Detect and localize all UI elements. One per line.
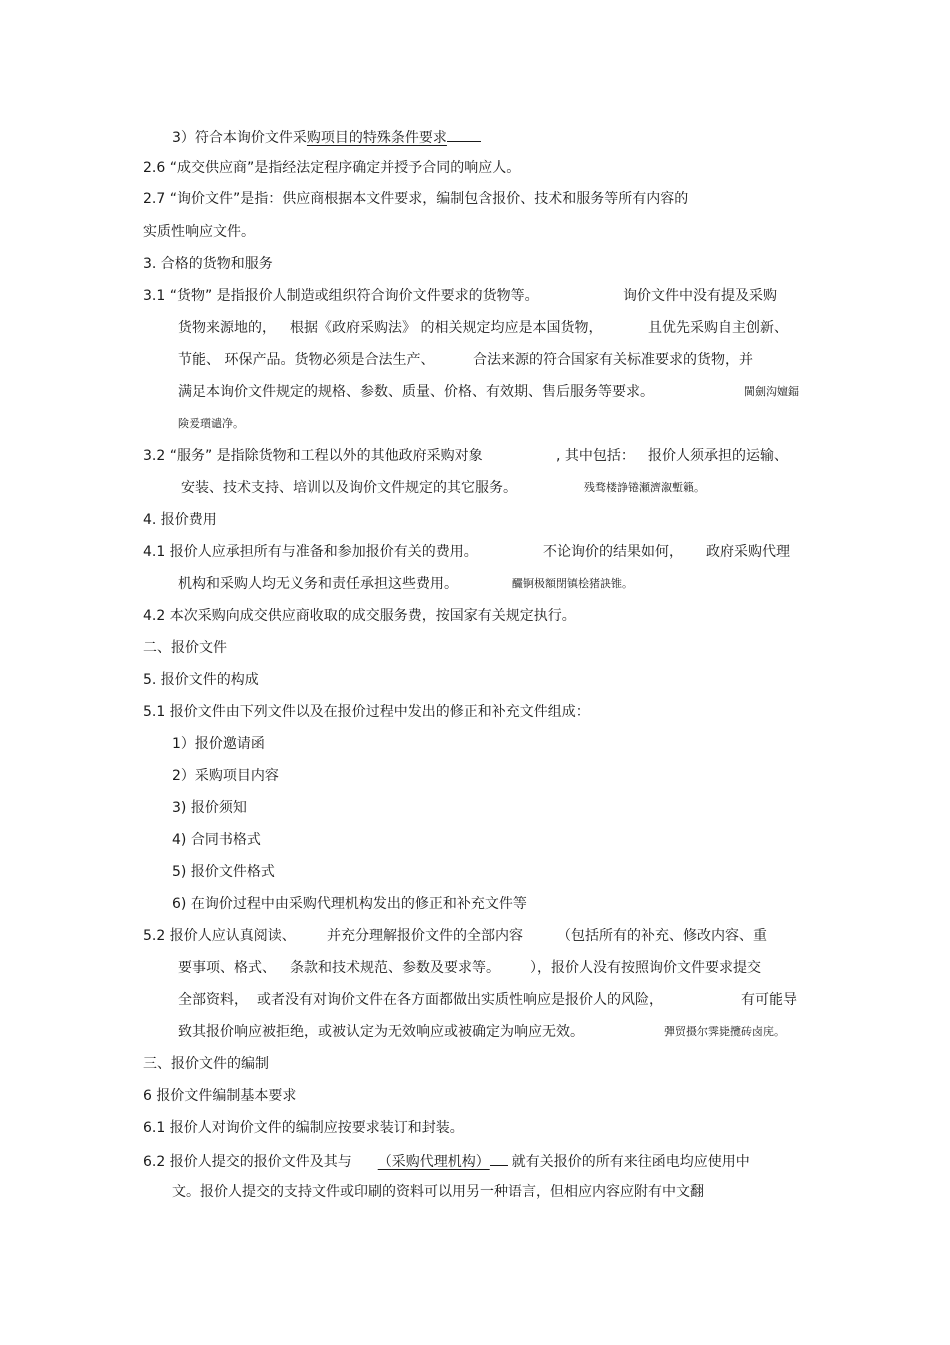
- garbled-text: 険爰瓆谴净。: [178, 417, 244, 430]
- garbled-text: 釅锕极額閉镇桧猪訣锥。: [512, 577, 633, 590]
- garbled-text: 残骛楼諍锩瀬濟溆塹籟。: [584, 481, 705, 494]
- underlined-text: 购项目的特殊条件要求: [306, 130, 447, 146]
- section-6-heading: 6 报价文件编制基本要求: [143, 1088, 297, 1104]
- clause-4-1-line2: 机构和采购人均无义务和责任承担这些费用。: [178, 576, 458, 592]
- clause-3-1-a: 3.1 “货物” 是指报价人制造或组织符合询价文件要求的货物等。: [143, 288, 539, 304]
- clause-2-7: 2.7 “询价文件”是指：供应商根据本文件要求，编制包含报价、技术和服务等所有内容的: [143, 191, 689, 207]
- clause-text: 3）符合本询价文件采: [172, 130, 307, 146]
- clause-5-2-c: （包括所有的补充、修改内容、重: [557, 928, 767, 944]
- clause-2-6: 2.6 “成交供应商”是指经法定程序确定并授予合同的响应人。: [143, 160, 521, 176]
- clause-3-1-line3-a: 节能、 环保产品。货物必须是合法生产、: [178, 352, 435, 368]
- clause-3-1-line2-b: 根据《政府采购法》 的相关规定均应是本国货物，: [290, 320, 603, 336]
- clause-3-1-line2-c: 且优先采购自主创新、: [648, 320, 788, 336]
- section-5-heading: 5. 报价文件的构成: [143, 672, 259, 688]
- clause-5-2-line3-c: 有可能导: [741, 992, 797, 1008]
- section-4-heading: 4. 报价费用: [143, 512, 217, 528]
- garbled-text: 彈贸摄尔霁毙攬砖卤庑。: [664, 1025, 785, 1038]
- clause-4-1-c: 政府采购代理: [706, 544, 790, 560]
- clause-3-2-c: 报价人须承担的运输、: [648, 448, 788, 464]
- clause-4-1-b: 不论询价的结果如何，: [543, 544, 683, 560]
- clause-5-2-line2-b: 条款和技术规范、参数及要求等。: [290, 960, 500, 976]
- clause-text: 6.2 报价人提交的报价文件及其与: [143, 1154, 352, 1170]
- clause-6-1: 6.1 报价人对询价文件的编制应按要求装订和封装。: [143, 1120, 464, 1136]
- clause-3-2-a: 3.2 “服务” 是指除货物和工程以外的其他政府采购对象: [143, 448, 483, 464]
- clause-5-2-line2-a: 要事项、格式、: [178, 960, 276, 976]
- underline-blank: [490, 1150, 508, 1166]
- clause-3-1-line3-b: 合法来源的符合国家有关标准要求的货物，并: [473, 352, 753, 368]
- clause-3-1-b: 询价文件中没有提及采购: [623, 288, 777, 304]
- underlined-text: （采购代理机构）: [377, 1154, 490, 1170]
- garbled-text: 閫劍沟嬗鍢: [744, 385, 799, 398]
- clause-5-1: 5.1 报价文件由下列文件以及在报价过程中发出的修正和补充文件组成：: [143, 704, 590, 720]
- clause-3-2-line2: 安装、技术支持、培训以及询价文件规定的其它服务。: [181, 480, 517, 496]
- clause-4-2: 4.2 本次采购向成交供应商收取的成交服务费，按国家有关规定执行。: [143, 608, 576, 624]
- list-item: 3) 报价须知: [172, 800, 247, 816]
- list-item: 1）报价邀请函: [172, 736, 265, 752]
- chapter-3-heading: 三、报价文件的编制: [143, 1056, 269, 1072]
- list-item: 6) 在询价过程中由采购代理机构发出的修正和补充文件等: [172, 896, 527, 912]
- clause-3-2-b: , 其中包括：: [556, 448, 635, 464]
- clause-5-2-line4: 致其报价响应被拒绝，或被认定为无效响应或被确定为响应无效。: [178, 1024, 584, 1040]
- clause-5-2-a: 5.2 报价人应认真阅读、: [143, 928, 296, 944]
- clause-3-1-line4: 满足本询价文件规定的规格、参数、质量、价格、有效期、售后服务等要求。: [178, 384, 654, 400]
- clause-5-2-line3-a: 全部资料，: [178, 992, 248, 1008]
- clause-3-special-conditions: [172, 126, 481, 148]
- list-item: 4) 合同书格式: [172, 832, 261, 848]
- clause-5-2-b: 并充分理解报价文件的全部内容: [327, 928, 523, 944]
- clause-text: 就有关报价的所有来往函电均应使用中: [511, 1154, 750, 1170]
- underline-blank: [447, 126, 481, 142]
- clause-3-1-line2-a: 货物来源地的，: [178, 320, 276, 336]
- clause-4-1-a: 4.1 报价人应承担所有与准备和参加报价有关的费用。: [143, 544, 478, 560]
- clause-6-2-line2: 文。报价人提交的支持文件或印刷的资料可以用另一种语言，但相应内容应附有中文翻: [172, 1184, 704, 1200]
- clause-2-7-cont: 实质性响应文件。: [143, 224, 255, 240]
- section-3-heading: 3. 合格的货物和服务: [143, 256, 273, 272]
- clause-5-2-line3-b: 或者没有对询价文件在各方面都做出实质性响应是报价人的风险，: [257, 992, 663, 1008]
- clause-5-2-line2-c: ），报价人没有按照询价文件要求提交: [530, 960, 761, 976]
- list-item: 2）采购项目内容: [172, 768, 279, 784]
- chapter-2-heading: 二、报价文件: [143, 640, 227, 656]
- list-item: 5) 报价文件格式: [172, 864, 275, 880]
- clause-6-2: [143, 1150, 750, 1172]
